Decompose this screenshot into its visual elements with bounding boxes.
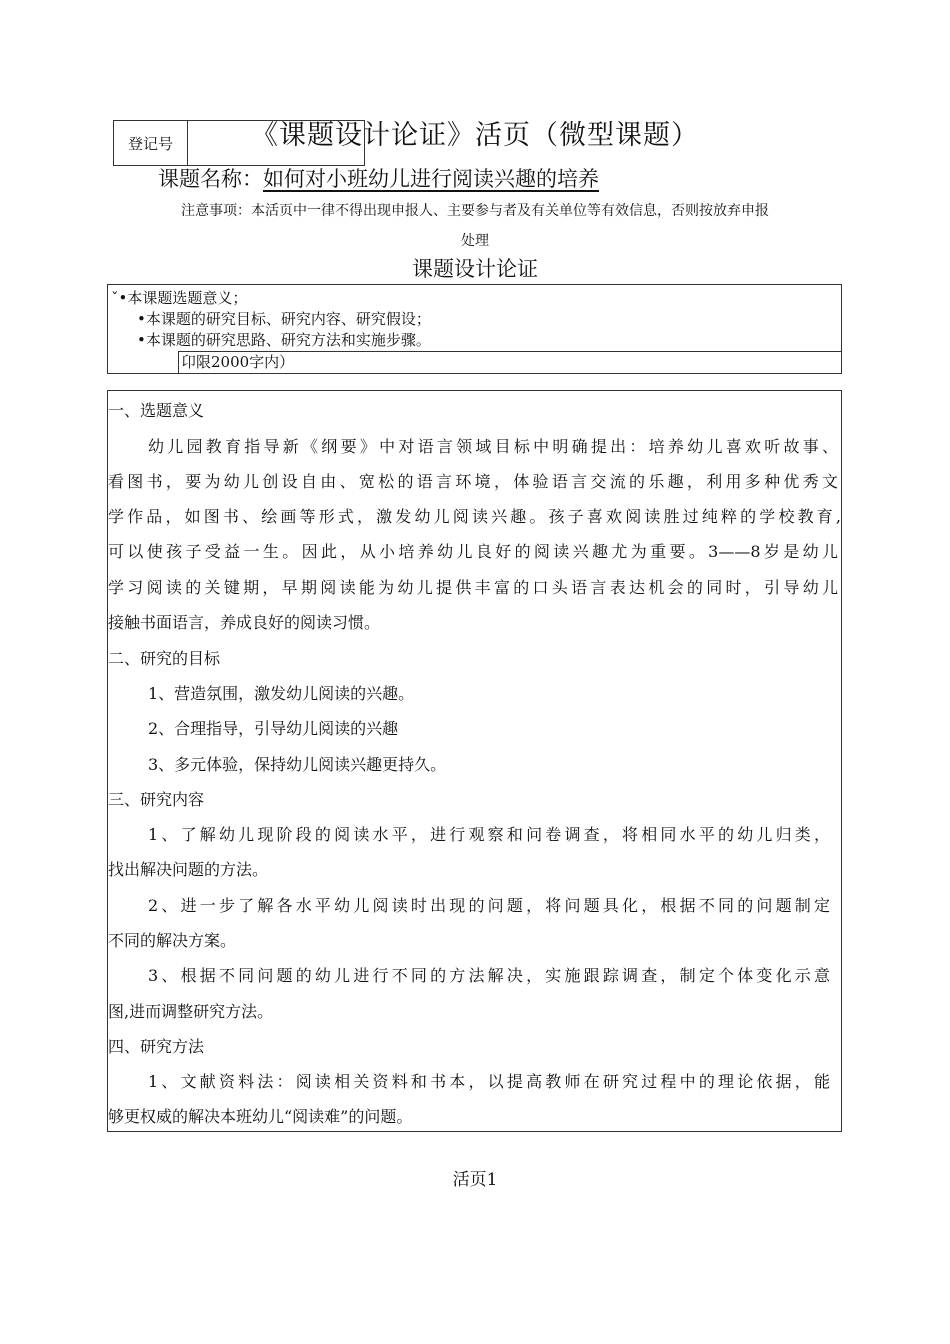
section-heading: 课题设计论证 bbox=[412, 257, 538, 281]
content-item: 1、了解幼儿现阶段的阅读水平，进行观察和问卷调查，将相同水平的幼儿归类， bbox=[148, 825, 830, 844]
paragraph-line: 看图书，要为幼儿创设自由、宽松的语言环境，体验语言交流的乐趣，利用多种优秀文 bbox=[108, 472, 838, 491]
paragraph-line: 学作品，如图书、绘画等形式，激发幼儿阅读兴趣。孩子喜欢阅读胜过纯粹的学校教育, bbox=[108, 507, 841, 526]
goal-item: 1、营造氛围，激发幼儿阅读的兴趣。 bbox=[148, 684, 415, 703]
content-item: 2、进一步了解各水平幼儿阅读时出现的问题，将问题具化，根据不同的问题制定 bbox=[148, 896, 830, 915]
goal-item: 3、多元体验，保持幼儿阅读兴趣更持久。 bbox=[148, 755, 447, 774]
document-title: 《课题设计论证》活页（微型课题） bbox=[251, 120, 699, 151]
method-item: 1、文献资料法：阅读相关资料和书本，以提高教师在研究过程中的理论依据，能 bbox=[148, 1072, 830, 1091]
content-item: 不同的解决方案。 bbox=[108, 931, 237, 950]
heading-goals: 二、研究的目标 bbox=[108, 649, 221, 668]
heading-significance: 一、选题意义 bbox=[108, 401, 205, 420]
heading-content: 三、研究内容 bbox=[108, 790, 205, 809]
topic-label: 课题名称： bbox=[158, 167, 263, 191]
content-item: 找出解决问题的方法。 bbox=[108, 860, 269, 879]
registration-label: 登记号 bbox=[114, 121, 188, 165]
paragraph-line: 接触书面语言，养成良好的阅读习惯。 bbox=[108, 613, 381, 632]
page-footer: 活页1 bbox=[452, 1170, 498, 1190]
requirement-item: ˇ•本课题选题意义； bbox=[111, 289, 248, 307]
notice-line-2: 处理 bbox=[461, 233, 489, 249]
word-limit-note: 卬限2000字内） bbox=[178, 351, 841, 373]
topic-name: 如何对小班幼儿进行阅读兴趣的培养 bbox=[263, 167, 599, 191]
paragraph-line: 幼儿园教育指导新《纲要》中对语言领域目标中明确提出：培养幼儿喜欢听故事、 bbox=[148, 437, 838, 456]
requirement-item: •本课题的研究思路、研究方法和实施步骤。 bbox=[137, 331, 431, 349]
content-item: 图,进而调整研究方法。 bbox=[108, 1002, 274, 1021]
requirement-item: •本课题的研究目标、研究内容、研究假设； bbox=[137, 310, 431, 328]
content-box bbox=[107, 390, 842, 1132]
content-item: 3、根据不同问题的幼儿进行不同的方法解决，实施跟踪调查，制定个体变化示意 bbox=[148, 966, 830, 985]
method-item: 够更权威的解决本班幼儿“阅读难”的问题。 bbox=[108, 1107, 413, 1126]
goal-item: 2、合理指导，引导幼儿阅读的兴趣 bbox=[148, 719, 399, 738]
topic-line bbox=[158, 163, 599, 193]
requirements-box bbox=[107, 284, 842, 374]
heading-methods: 四、研究方法 bbox=[108, 1037, 205, 1056]
paragraph-line: 学习阅读的关键期，早期阅读能为幼儿提供丰富的口头语言表达机会的同时，引导幼儿 bbox=[108, 578, 838, 597]
notice-line-1: 注意事项：本活页中一律不得出现申报人、主要参与者及有关单位等有效信息，否则按放弃申报 bbox=[181, 203, 769, 219]
paragraph-line: 可以使孩子受益一生。因此，从小培养幼儿良好的阅读兴趣尤为重要。3——8岁是幼儿 bbox=[108, 542, 838, 561]
